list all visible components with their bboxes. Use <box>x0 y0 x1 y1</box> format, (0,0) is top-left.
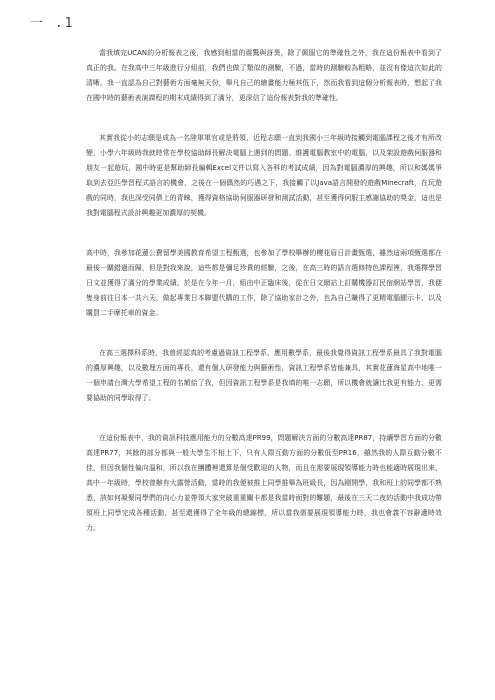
essay-body <box>86 46 442 561</box>
paragraph-high-school-experience: 高中時，我參加花蓮公費留學美國教育希望工程甄選，也參加了學校舉辦的櫻花眉日計畫甄選，雖然這兩項甄選都在最後一關錯過而歸，但是對我來說，這些都是彌足珍貴的經驗，之後，在高三時的語言選修特色課程裡，我選擇學習日文並獲得了滿分的學業成績，於是在今年一月，組由中正臨床後，從在日文網站上訂購機器訂民宿網站學習，我便隻身前往日本一共六天，做起專業日本聯盟代購的工作，除了協助家計之外，也為自己賺得了更精電腦顯示卡、以及購買二手摩托車的資金。 <box>86 249 442 317</box>
page-number-mark: 一 .1 <box>30 16 75 31</box>
paragraph-report-scores: 在這份報表中，我的資訊科技應用能力的分數高達PR99，問題解決方面的分數高達PR87，持續學習方面的分數高達PR77，其餘的部分都與一般大學生不相上下，只有人際互動方面的分數低至PR16，雖然我的人際互動分數不佳，但因我個性偏向溫和，所以我在團體裡還算是個受歡迎的人物，而且在需要展現領導能力時也能適時展現出來，高中一年級時，學校曾辦有大露營活動，當時的我便被推上同學推舉為班級長，因為剛開學，我和班上的同學都不熟悉，該如何凝聚同學們的向心力並帶領大家突破重重關卡都是我當時面對的難題，最後在三天二夜的活動中我成功帶領班上同學完成各種活動，甚至還獲得了全年級的總錦標，所以當我需要展現領導能力時，我也會義不容辭適時效力。 <box>86 434 442 532</box>
paragraph-department-choice: 在高三選擇科系時，我曾經認真的考慮過資訊工程學系、應用數學系，最後我覺得資訊工程學系最具了我對電腦的濃厚興趣，以及數理方面的專長，還有個人研發能力與藝術性，資訊工程學系皆能兼具，其實花蓮海星高中地唯一一個申請台灣大學希望工程的名額給了我，但因資訊工程學系是我填的唯一志願，所以機會就讓比我更有能力、更需要協助的同學取得了。 <box>86 349 442 402</box>
paragraph-ucan-report: 當我填完UCAN的分析報表之後，我感到相當的震驚與訝異，除了佩服它的準確性之外，我在這份報表中看到了真正的我。在我高中三年級進行分組前，我們也做了類似的測驗，不過，當時的測驗較為粗略，並沒有像這次如此的清晰。我一直認為自己對藝術方面毫無天份，舉凡自己的繪畫能力極其低下，然而我看到這個分析報表時，想起了我在國中時的藝術表演課程的期末成績得到了滿分，更深信了這份報表對我的準確性。 <box>86 49 442 102</box>
paragraph-childhood-aspiration: 其實我從小的志願是成為一名陸軍軍官或是將領，近程志願一直到我國小三年級時接觸到電腦課程之後才有所改變，小學六年級時我就時常在學校協助師長解決電腦上遇到的問題、維護電腦教室中的電腦，以及架設遊戲伺服器和朋友一起遊玩，國中時更是幫助師長編輯Excel文件以寫入各科的考試成績，因為對電腦濃厚的興趣，所以和媽媽爭取到去亞匹學習程式語言的機會，之後在一個偶然的巧遇之下，我接觸了以Java語言開發的遊戲Minecraft，在玩遊戲的同時，我也深受同儕上的青睞，獲得資格協助伺服器研發和測試活動，甚至獲得伺服主感謝協助的獎金，這也是我對電腦程式設計興趣更加濃厚的契機。 <box>86 134 442 217</box>
